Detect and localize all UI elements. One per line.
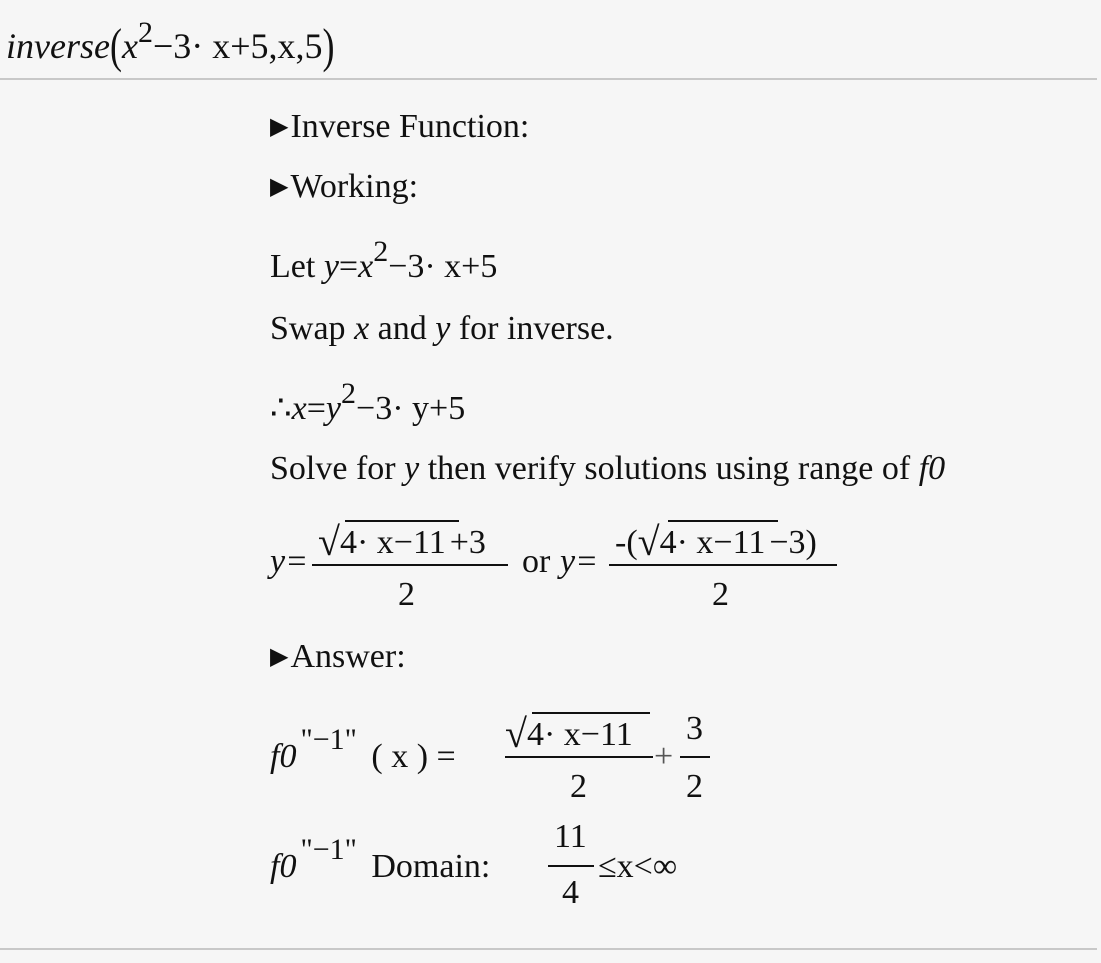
th-eq: =	[306, 390, 326, 427]
solve-f0: f0	[918, 450, 946, 487]
ans-frac1-bar	[505, 756, 653, 758]
sol1-fraction-bar	[312, 564, 508, 566]
let-exp: 2	[373, 235, 389, 268]
divider-bottom	[0, 948, 1097, 950]
entry-line[interactable]	[6, 16, 335, 73]
entry-exp: 2	[137, 16, 153, 49]
sol2-radicand: 4· x−11	[659, 524, 766, 561]
ans-sup: "−1"	[300, 723, 357, 756]
sol2-prefix: -(	[615, 524, 638, 561]
sol1-denominator: 2	[398, 576, 415, 613]
solve-text-1: Solve for	[270, 450, 396, 487]
sol1-radicand: 4· x−11	[339, 524, 446, 561]
sol-or: or	[522, 543, 551, 580]
swap-line	[270, 312, 614, 346]
let-eq: =	[338, 248, 359, 285]
swap-text-3: for inverse.	[458, 310, 614, 347]
ans-frac1-sqrt-bar	[532, 712, 650, 714]
inverse-function-heading[interactable]	[270, 110, 529, 144]
dom-sup: "−1"	[300, 833, 357, 866]
sqrt-icon: √	[637, 519, 660, 564]
divider-top	[0, 78, 1097, 80]
let-line	[270, 235, 498, 285]
entry-tail: −3· x+5,x,5	[152, 26, 323, 66]
entry-base: x	[121, 26, 138, 66]
ans-frac1-denominator: 2	[570, 768, 587, 805]
working-heading[interactable]	[270, 170, 418, 204]
dom-denominator: 4	[562, 874, 579, 911]
sol2-denominator: 2	[712, 576, 729, 613]
ans-plus: +	[654, 738, 674, 775]
domain-line	[270, 833, 491, 885]
swap-text-2: and	[377, 310, 427, 347]
ans-frac2-denominator: 2	[686, 768, 703, 805]
ans-frac2-numerator: 3	[686, 710, 703, 747]
th-exp: 2	[341, 377, 357, 410]
let-x: x	[358, 248, 374, 285]
answer-heading[interactable]	[270, 640, 406, 674]
triangle-icon: ▶	[270, 114, 289, 140]
entry-func: inverse	[6, 26, 110, 66]
sol1-sqrt-bar	[345, 520, 459, 522]
dom-f0: f0	[270, 848, 297, 885]
th-tail: −3· y+5	[356, 390, 466, 427]
swap-text-1: Swap	[270, 310, 346, 347]
sol1-y: y=	[270, 543, 309, 580]
working-heading-text: Working:	[290, 168, 419, 205]
solve-text-2: then verify solutions using range of	[427, 450, 911, 487]
swap-x: x	[354, 310, 370, 347]
sqrt-icon: √	[318, 519, 340, 564]
swap-y: y	[435, 310, 451, 347]
sol2-fraction-bar	[609, 564, 837, 566]
inverse-heading-text: Inverse Function:	[290, 108, 530, 145]
answer-lhs	[270, 723, 456, 775]
let-prefix: Let	[270, 248, 316, 285]
ans-frac1-numerator	[505, 711, 633, 756]
sqrt-icon: √	[505, 711, 527, 756]
solve-y: y	[404, 450, 420, 487]
sol2-sqrt-bar	[668, 520, 778, 522]
dom-tail: ≤x<∞	[598, 848, 678, 885]
answer-heading-text: Answer:	[290, 638, 406, 675]
triangle-icon: ▶	[270, 174, 289, 200]
ans-f0: f0	[270, 738, 297, 775]
let-tail: −3· x+5	[388, 248, 498, 285]
solve-line	[270, 452, 945, 486]
ans-frac2-bar	[680, 756, 710, 758]
therefore-symbol: ∴	[270, 390, 292, 427]
dom-fraction-bar	[548, 865, 594, 867]
entry-lparen: (	[109, 19, 122, 73]
therefore-line	[270, 377, 466, 427]
dom-numerator: 11	[554, 818, 587, 855]
triangle-icon: ▶	[270, 644, 289, 670]
th-y: y	[325, 390, 342, 427]
sol2-tail: −3)	[769, 524, 817, 561]
ans-arg: ( x ) =	[371, 738, 456, 775]
ans-frac1-radicand: 4· x−11	[526, 716, 633, 753]
sol1-tail: +3	[449, 524, 486, 561]
sol2-numerator	[615, 519, 817, 564]
entry-rparen: )	[322, 19, 335, 73]
dom-label: Domain:	[371, 848, 491, 885]
th-x: x	[291, 390, 307, 427]
sol1-numerator	[318, 519, 486, 564]
sol2-y: y=	[560, 543, 599, 580]
let-y: y	[323, 248, 339, 285]
